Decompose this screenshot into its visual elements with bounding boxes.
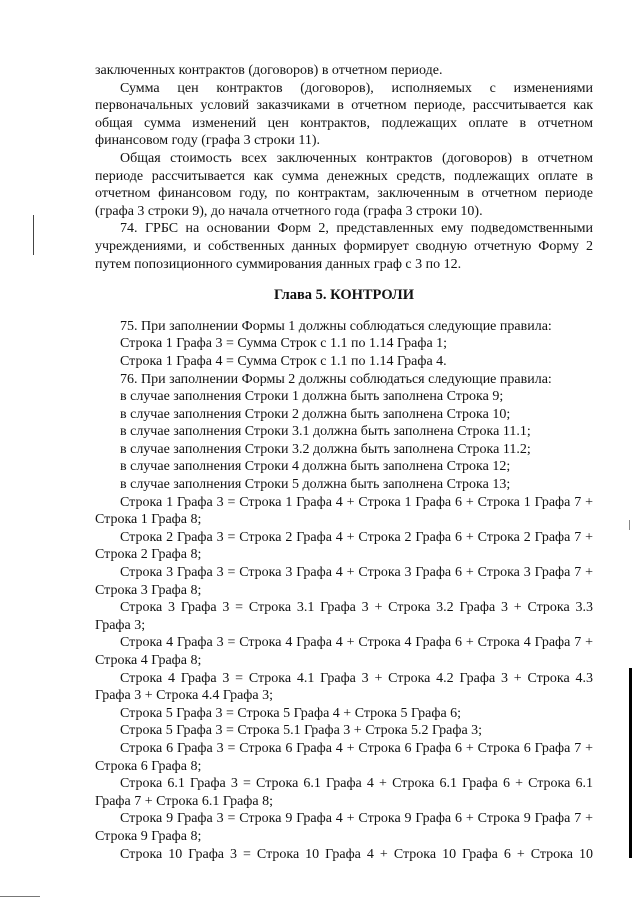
rule-line: Строка 1 Графа 3 = Строка 1 Графа 4 + Строка 1 Графа 6 + Строка 1 Графа 7 + Строка 1 Графа 8;	[95, 494, 593, 528]
paragraph: Общая стоимость всех заключенных контрактов (договоров) в отчетном периоде рассчитывается как сумма денежных средств, подлежащих оплате в отчетном финансовом году, по контрактам, заключенным в отчетном периоде (графа 3 строки 9), до начала отчетного года (графа 3 строки 10).	[95, 150, 593, 219]
rule-line: в случае заполнения Строки 1 должна быть заполнена Строка 9;	[120, 389, 504, 405]
rule-line: Строка 1 Графа 3 = Сумма Строк с 1.1 по 1.14 Графа 1;	[120, 336, 448, 352]
rule-line: в случае заполнения Строки 5 должна быть заполнена Строка 13;	[120, 477, 511, 493]
margin-mark-right-small	[629, 520, 630, 530]
rule-line: Строка 4 Графа 3 = Строка 4.1 Графа 3 + Строка 4.2 Графа 3 + Строка 4.3 Графа 3 + Строка 4.4 Графа 3;	[95, 670, 593, 704]
rule-line: Строка 3 Графа 3 = Строка 3 Графа 4 + Строка 3 Графа 6 + Строка 3 Графа 7 + Строка 3 Графа 8;	[95, 565, 593, 598]
rule-line: Строка 6.1 Графа 3 = Строка 6.1 Графа 4 + Строка 6.1 Графа 6 + Строка 6.1 Графа 7 + Строка 6.1 Графа 8;	[95, 776, 593, 809]
chapter-heading: Глава 5. КОНТРОЛИ	[274, 287, 414, 304]
rule-line: 75. При заполнении Формы 1 должны соблюдаться следующие правила:	[120, 318, 552, 334]
rule-line: в случае заполнения Строки 4 должна быть заполнена Строка 12;	[120, 459, 511, 475]
rule-line: Строка 1 Графа 4 = Сумма Строк с 1.1 по 1.14 Графа 4.	[120, 353, 447, 369]
rule-line: Строка 2 Графа 3 = Строка 2 Графа 4 + Строка 2 Графа 6 + Строка 2 Графа 7 + Строка 2 Графа 8;	[95, 529, 593, 563]
rule-line: 76. При заполнении Формы 2 должны соблюдаться следующие правила:	[120, 371, 552, 387]
rule-line: Строка 9 Графа 3 = Строка 9 Графа 4 + Строка 9 Графа 6 + Строка 9 Графа 7 + Строка 9 Графа 8;	[95, 811, 593, 844]
rule-line: в случае заполнения Строки 2 должна быть заполнена Строка 10;	[120, 406, 511, 422]
margin-mark-left	[33, 215, 34, 255]
paragraph: 74. ГРБС на основании Форм 2, представленных ему подведомственными учреждениями, и собственных данных формирует сводную отчетную Форму 2 путем попозиционного суммирования данных граф с 3 по 12.	[95, 221, 593, 272]
rule-line: в случае заполнения Строки 3.2 должна быть заполнена Строка 11.2;	[120, 441, 531, 457]
document-body	[95, 62, 593, 863]
margin-mark-right	[629, 668, 632, 858]
rule-line: Строка 10 Графа 3 = Строка 10 Графа 4 + Строка 10 Графа 6 + Строка 10	[120, 846, 593, 862]
paragraph: заключенных контрактов (договоров) в отчетном периоде.	[95, 63, 443, 78]
paragraph: Сумма цен контрактов (договоров), исполняемых с изменениями первоначальных условий заказчиками в отчетном периоде, рассчитывается как общая сумма изменений цен контрактов, подлежащих оплате в отчетном финансовом году (графа 3 строки 11).	[95, 80, 593, 149]
rule-line: в случае заполнения Строки 3.1 должна быть заполнена Строка 11.1;	[120, 424, 531, 440]
bottom-margin-line	[0, 896, 40, 897]
rule-line: Строка 5 Графа 3 = Строка 5.1 Графа 3 + Строка 5.2 Графа 3;	[120, 723, 483, 739]
rule-line: Строка 3 Графа 3 = Строка 3.1 Графа 3 + Строка 3.2 Графа 3 + Строка 3.3 Графа 3;	[95, 600, 593, 633]
rule-line: Строка 4 Графа 3 = Строка 4 Графа 4 + Строка 4 Графа 6 + Строка 4 Графа 7 + Строка 4 Графа 8;	[95, 635, 593, 668]
rule-line: Строка 6 Графа 3 = Строка 6 Графа 4 + Строка 6 Графа 6 + Строка 6 Графа 7 + Строка 6 Графа 8;	[95, 740, 593, 774]
rule-line: Строка 5 Графа 3 = Строка 5 Графа 4 + Строка 5 Графа 6;	[120, 705, 462, 721]
